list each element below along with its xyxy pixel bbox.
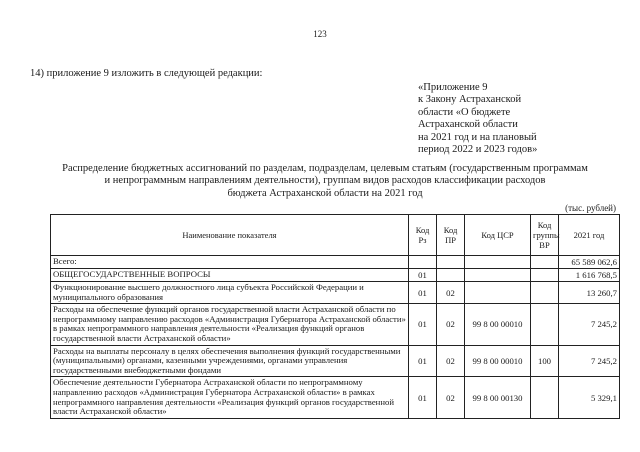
row-amount: 7 245,2 [559,345,620,377]
row-rz: 01 [409,282,437,304]
row-pr [437,256,465,269]
table-row [51,304,620,345]
row-pr: 02 [437,282,465,304]
row-amount: 7 245,2 [559,304,620,345]
row-name: ОБЩЕГОСУДАРСТВЕННЫЕ ВОПРОСЫ [51,269,409,282]
appendix-line: на 2021 год и на плановый [418,131,537,143]
table-row [51,256,620,269]
header-year: 2021 год [559,215,620,256]
header-rz: Код Рз [409,215,437,256]
header-vr: Код группы ВР [531,215,559,256]
row-pr [437,269,465,282]
title-line: Распределение бюджетных ассигнований по разделам, подразделам, целевым статьям (государственным программам [62,163,588,174]
row-csr [465,269,531,282]
row-csr [465,282,531,304]
appendix-heading [418,82,537,156]
header-csr: Код ЦСР [465,215,531,256]
header-pr: Код ПР [437,215,465,256]
document-title [40,163,610,200]
row-csr: 99 8 00 00130 [465,377,531,418]
row-name: Всего: [51,256,409,269]
row-rz [409,256,437,269]
row-amount: 1 616 768,5 [559,269,620,282]
row-vr [531,282,559,304]
row-vr [531,256,559,269]
row-rz: 01 [409,377,437,418]
row-name: Расходы на обеспечение функций органов государственной власти Астраханской области по непрограммному направлению расходов «Администрация Губернатора Астраханской области» в рамках непрограммного направления деятельности «Реализация функций органов государственной власти Астраханской области» [51,304,409,345]
row-vr [531,269,559,282]
row-pr: 02 [437,377,465,418]
row-amount: 5 329,1 [559,377,620,418]
header-name: Наименование показателя [51,215,409,256]
table-row [51,269,620,282]
table-header-row [51,215,620,256]
appendix-line: к Закону Астраханской [418,94,522,106]
row-rz: 01 [409,304,437,345]
units-label: (тыс. рублей) [565,203,616,213]
row-vr [531,304,559,345]
row-vr: 100 [531,345,559,377]
title-line: бюджета Астраханской области на 2021 год [227,187,423,199]
budget-table [50,214,620,419]
row-amount: 65 589 062,6 [559,256,620,269]
row-pr: 02 [437,345,465,377]
row-name: Расходы на выплаты персоналу в целях обеспечения выполнения функций государственными (муниципальными) органами, казенными учреждениями, органами управления государственными внебюджетными фондами [51,345,409,377]
row-rz: 01 [409,269,437,282]
appendix-line: области «О бюджете [418,106,511,118]
row-pr: 02 [437,304,465,345]
appendix-line: Астраханской области [418,119,518,131]
row-rz: 01 [409,345,437,377]
amendment-instruction: 14) приложение 9 изложить в следующей редакции: [30,68,263,79]
appendix-line: период 2022 и 2023 годов» [418,144,538,156]
row-vr [531,377,559,418]
row-name: Функционирование высшего должностного лица субъекта Российской Федерации и муниципального образования [51,282,409,304]
table-row [51,282,620,304]
table-row [51,377,620,418]
row-amount: 13 260,7 [559,282,620,304]
title-line: и непрограммным направлениям деятельности), группам видов расходов классификации расходов [104,175,546,187]
page-number: 123 [313,29,327,39]
table-row [51,345,620,377]
row-csr [465,256,531,269]
row-csr: 99 8 00 00010 [465,345,531,377]
appendix-line: «Приложение 9 [418,82,488,93]
row-csr: 99 8 00 00010 [465,304,531,345]
row-name: Обеспечение деятельности Губернатора Астраханской области по непрограммному направлению расходов «Администрация Губернатора Астраханской области» в рамках непрограммного направления деятельности «Реализация функций органов государственной власти Астраханской области» [51,377,409,418]
